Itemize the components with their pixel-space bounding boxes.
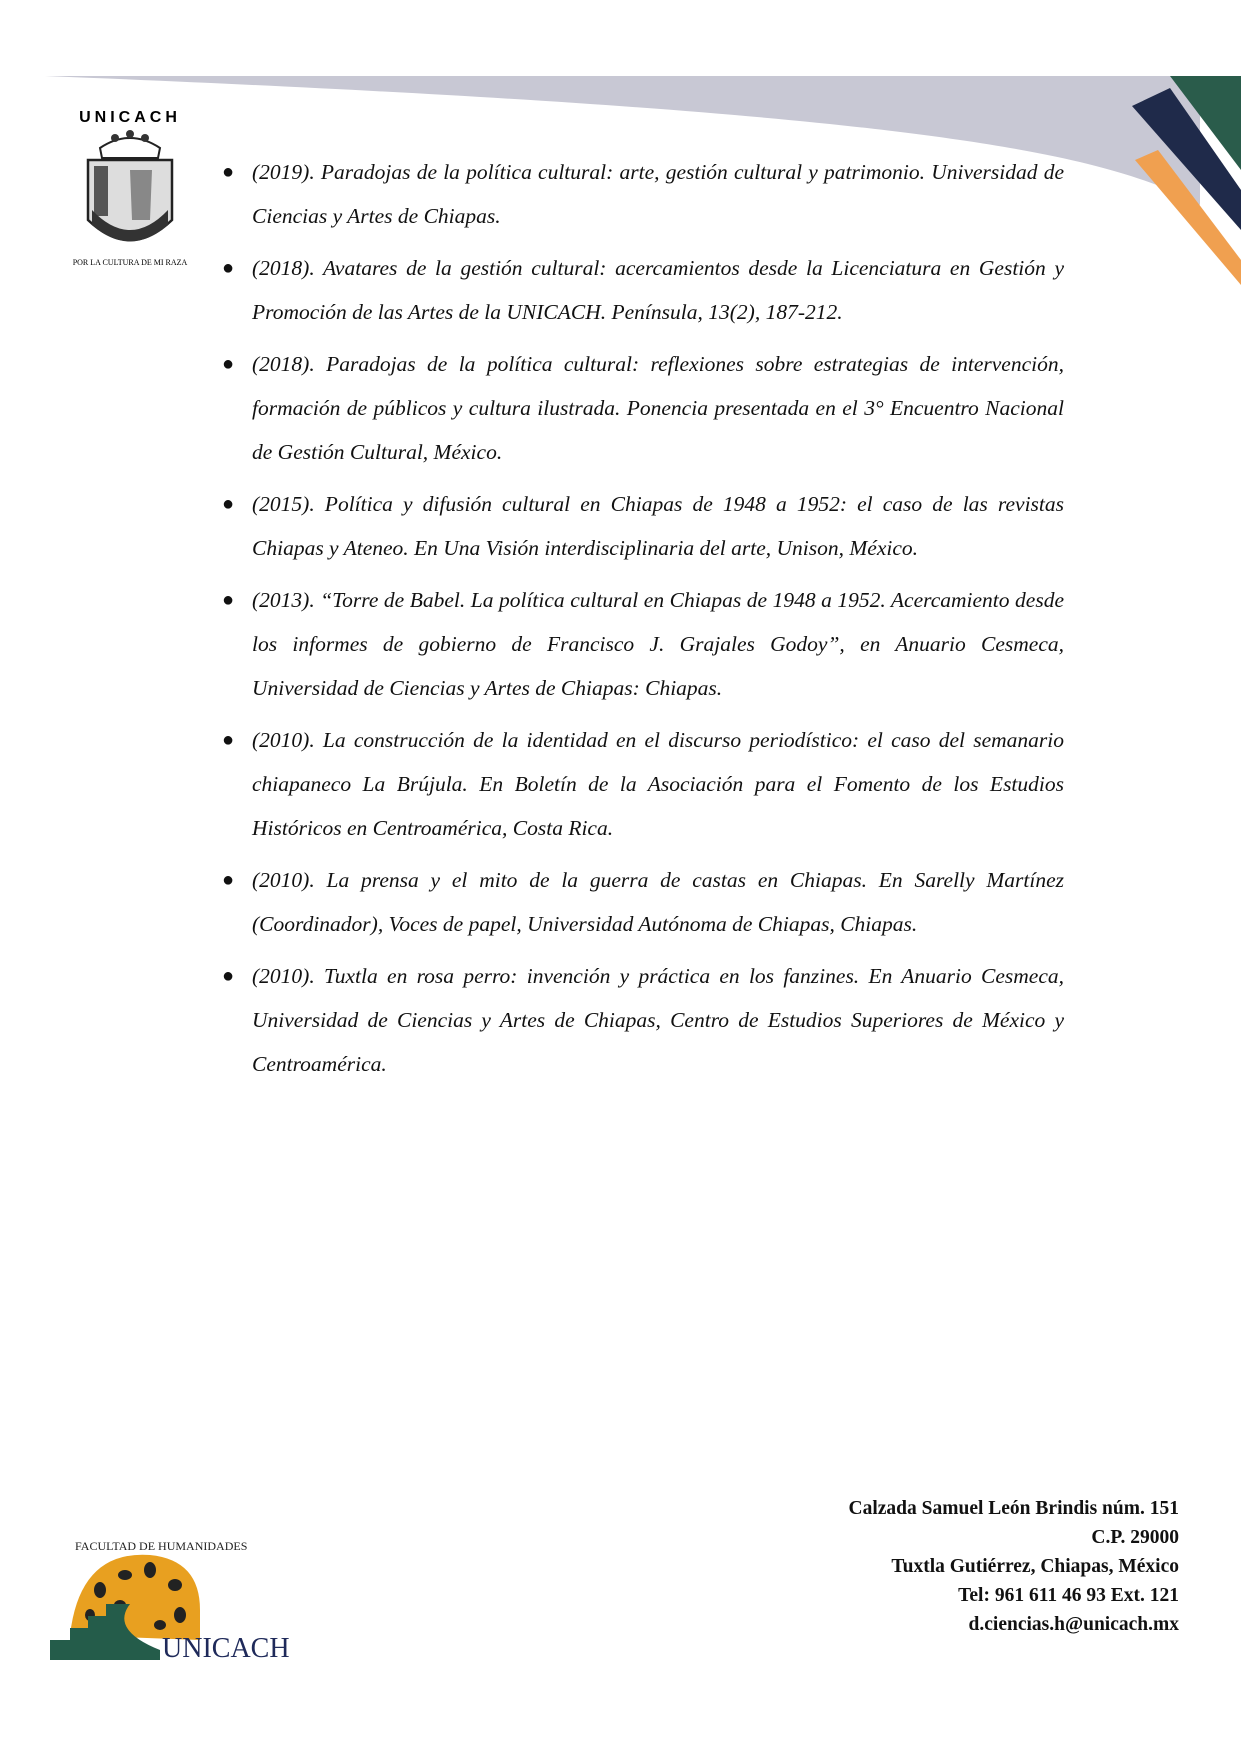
bullet-icon: ● xyxy=(222,493,235,515)
bullet-icon: ● xyxy=(222,257,235,279)
publication-item xyxy=(222,858,1064,946)
publication-text: (2010). Tuxtla en rosa perro: invención y práctica en los fanzines. En Anuario Cesmeca, Universidad de Ciencias y Artes de Chiapas, Centro de Estudios Superiores de México y Centroamérica. xyxy=(252,964,1064,1076)
address-email[interactable]: d.ciencias.h@unicach.mx xyxy=(968,1614,1179,1635)
bullet-icon: ● xyxy=(222,161,235,183)
bullet-icon: ● xyxy=(222,869,235,891)
publication-item xyxy=(222,718,1064,850)
publication-text: (2015). Política y difusión cultural en Chiapas de 1948 a 1952: el caso de las revistas Chiapas y Ateneo. En Una Visión interdisciplinaria del arte, Unison, México. xyxy=(252,492,1064,560)
publication-text: (2018). Paradojas de la política cultural: reflexiones sobre estrategias de intervención, formación de públicos y cultura ilustrada. Ponencia presentada en el 3° Encuentro Nacional de Gestión Cultural, México. xyxy=(252,352,1064,464)
publication-text: (2010). La construcción de la identidad en el discurso periodístico: el caso del semanario chiapaneco La Brújula. En Boletín de la Asociación para el Fomento de los Estudios Históricos en Centroamérica, Costa Rica. xyxy=(252,728,1064,840)
svg-text:UNICACH: UNICACH xyxy=(79,109,181,126)
address-phone: Tel: 961 611 46 93 Ext. 121 xyxy=(958,1585,1179,1606)
publication-item xyxy=(222,342,1064,474)
publication-text: (2019). Paradojas de la política cultural: arte, gestión cultural y patrimonio. Universidad de Ciencias y Artes de Chiapas. xyxy=(252,160,1064,228)
publication-item xyxy=(222,150,1064,238)
address-postal-code: C.P. 29000 xyxy=(1091,1527,1179,1548)
unicach-seal-logo xyxy=(70,100,190,270)
svg-text:FACULTAD DE HUMANIDADES: FACULTAD DE HUMANIDADES xyxy=(75,1539,248,1553)
publication-item xyxy=(222,578,1064,710)
bullet-icon: ● xyxy=(222,589,235,611)
publication-item xyxy=(222,954,1064,1086)
bullet-icon: ● xyxy=(222,729,235,751)
contact-address xyxy=(849,1494,1179,1639)
bullet-icon: ● xyxy=(222,965,235,987)
publication-text: (2013). “Torre de Babel. La política cultural en Chiapas de 1948 a 1952. Acercamiento desde los informes de gobierno de Francisco J. Grajales Godoy”, en Anuario Cesmeca, Universidad de Ciencias y Artes de Chiapas: Chiapas. xyxy=(252,588,1064,700)
publication-text: (2018). Avatares de la gestión cultural: acercamientos desde la Licenciatura en Gestión y Promoción de las Artes de la UNICACH. Península, 13(2), 187-212. xyxy=(252,256,1064,324)
svg-text:UNICACH: UNICACH xyxy=(162,1633,290,1660)
address-street: Calzada Samuel León Brindis núm. 151 xyxy=(848,1498,1179,1519)
publications-list xyxy=(222,150,1064,1094)
bullet-icon: ● xyxy=(222,353,235,375)
publication-text: (2010). La prensa y el mito de la guerra de castas en Chiapas. En Sarelly Martínez (Coordinador), Voces de papel, Universidad Autónoma de Chiapas, Chiapas. xyxy=(252,868,1064,936)
facultad-humanidades-logo xyxy=(50,1530,310,1660)
svg-text:POR LA CULTURA DE MI RAZA: POR LA CULTURA DE MI RAZA xyxy=(72,258,188,267)
publication-item xyxy=(222,482,1064,570)
publication-item xyxy=(222,246,1064,334)
address-city: Tuxtla Gutiérrez, Chiapas, México xyxy=(891,1556,1179,1577)
